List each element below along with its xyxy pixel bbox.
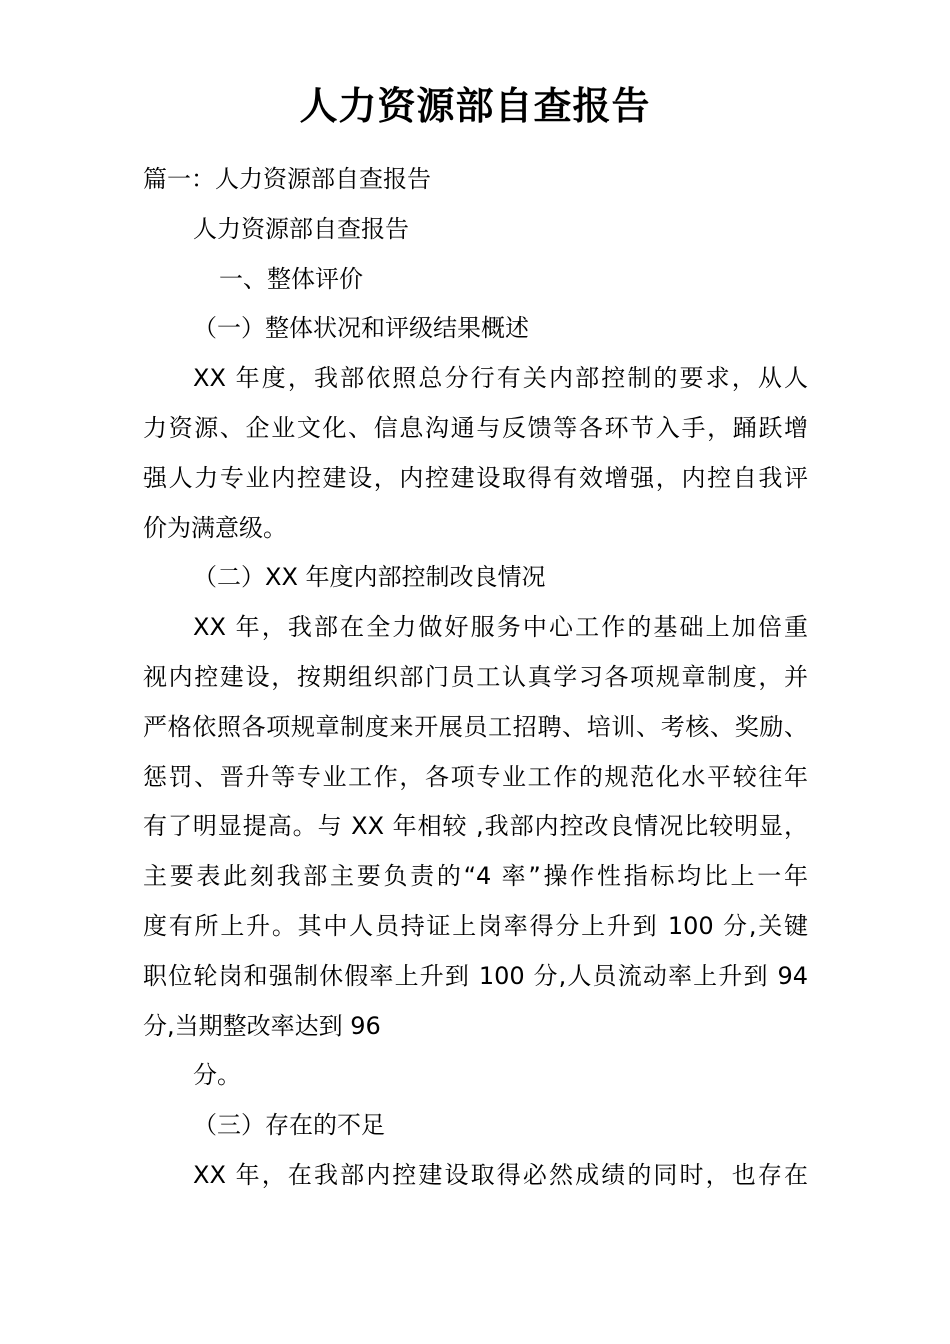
paragraph-line: 视内控建设，按期组织部门员工认真学习各项规章制度，并 bbox=[143, 662, 808, 691]
paragraph-line: 强人力专业内控建设，内控建设取得有效增强，内控自我评 bbox=[143, 463, 808, 492]
section-heading: 篇一：人力资源部自查报告 bbox=[143, 165, 431, 193]
paragraph-line: 度有所上升。其中人员持证上岗率得分上升到 100 分,关键 bbox=[143, 911, 808, 940]
paragraph-line: 价为满意级。 bbox=[143, 513, 287, 542]
paragraph-line: 惩罚、晋升等专业工作，各项专业工作的规范化水平较往年 bbox=[143, 762, 808, 791]
paragraph-line: 主要表此刻我部主要负责的“4 率”操作性指标均比上一年 bbox=[143, 862, 808, 891]
paragraph-line: 分,当期整改率达到 96 bbox=[143, 1011, 381, 1040]
heading-level-1: 一、整体评价 bbox=[219, 264, 363, 293]
paragraph-line: XX 年，我部在全力做好服务中心工作的基础上加倍重 bbox=[193, 613, 808, 642]
heading-level-2: （一）整体状况和评级结果概述 bbox=[193, 314, 529, 343]
heading-level-2: （二）XX 年度内部控制改良情况 bbox=[193, 563, 546, 592]
paragraph-line: XX 年度，我部依照总分行有关内部控制的要求，从人 bbox=[193, 364, 808, 393]
paragraph-line: 严格依照各项规章制度来开展员工招聘、培训、考核、奖励、 bbox=[143, 712, 808, 741]
heading-level-2: （三）存在的不足 bbox=[193, 1111, 385, 1140]
paragraph-line: XX 年，在我部内控建设取得必然成绩的同时，也存在 bbox=[193, 1160, 808, 1189]
paragraph-line: 分。 bbox=[193, 1061, 241, 1090]
paragraph-line: 力资源、企业文化、信息沟通与反馈等各环节入手，踊跃增 bbox=[143, 413, 808, 442]
document-title: 人力资源部自查报告 bbox=[299, 83, 651, 128]
subtitle: 人力资源部自查报告 bbox=[193, 214, 409, 243]
document-body bbox=[143, 155, 808, 1201]
paragraph-line: 职位轮岗和强制休假率上升到 100 分,人员流动率上升到 94 bbox=[143, 961, 808, 990]
paragraph-line: 有了明显提高。与 XX 年相较 ,我部内控改良情况比较明显， bbox=[143, 812, 808, 841]
